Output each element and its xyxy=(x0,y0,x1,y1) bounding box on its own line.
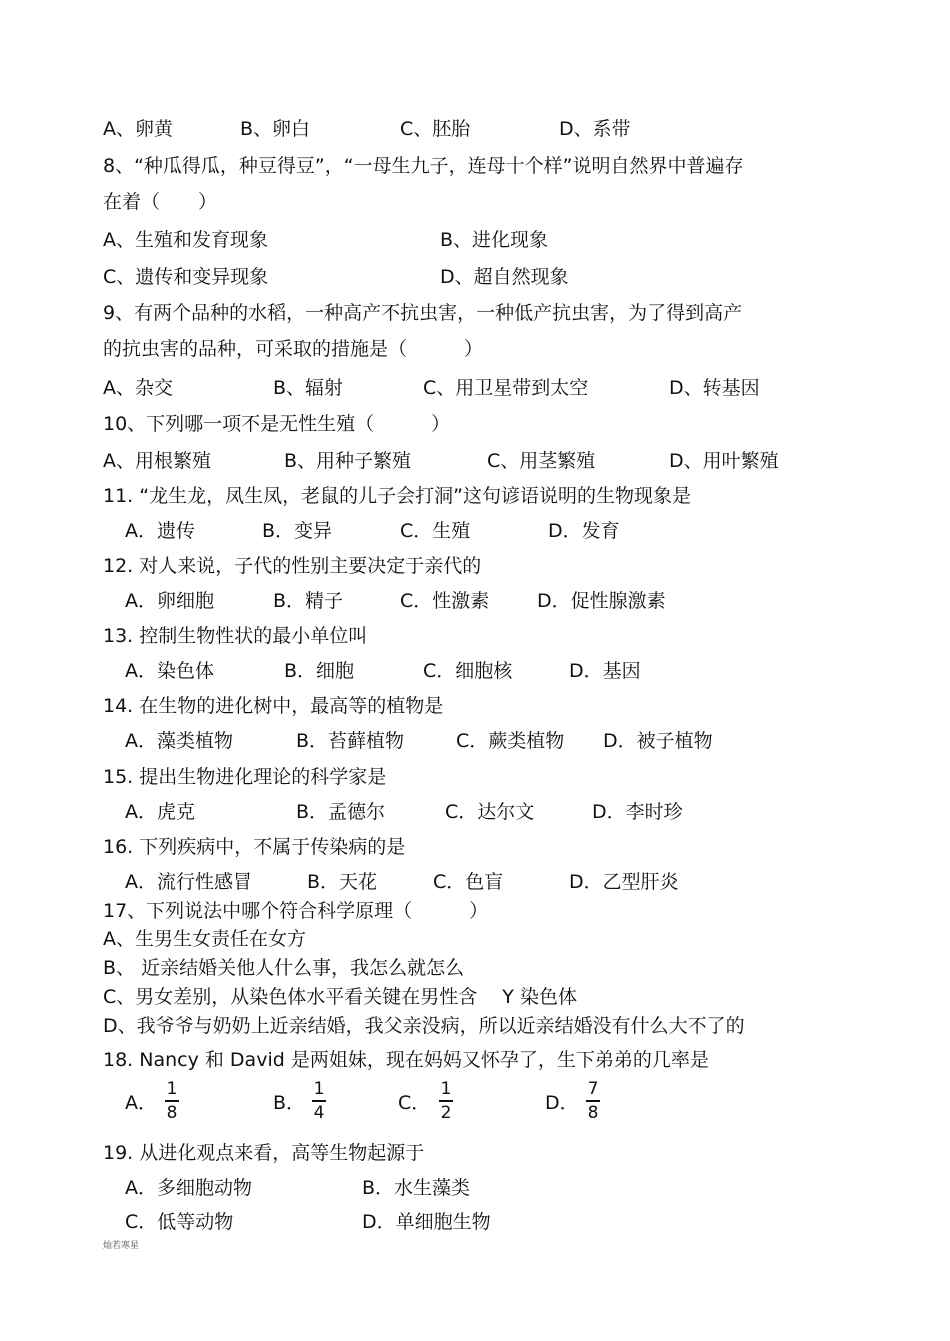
q14-option-a: A．藻类植物 xyxy=(125,730,233,752)
q14-stem: 14. 在生物的进化树中，最高等的植物是 xyxy=(103,695,444,717)
q19-option-a: A．多细胞动物 xyxy=(125,1177,252,1199)
q14-option-b: B．苔藓植物 xyxy=(296,730,405,752)
q7-option-b: B、卵白 xyxy=(240,118,311,140)
q12-option-c: C．性激素 xyxy=(400,590,490,612)
q9-option-d: D、转基因 xyxy=(669,377,760,399)
q18-option-a-fraction xyxy=(163,1079,181,1123)
q19-option-d: D．单细胞生物 xyxy=(362,1211,491,1233)
q18-option-d-label: D． xyxy=(545,1092,579,1114)
q8-stem-line1: 8、“种瓜得瓜，种豆得豆”，“一母生九子，连母十个样”说明自然界中普遍存 xyxy=(103,155,744,177)
q9-option-a: A、杂交 xyxy=(103,377,173,399)
q19-stem: 19. 从进化观点来看，高等生物起源于 xyxy=(103,1142,425,1164)
q11-option-a: A．遗传 xyxy=(125,520,195,542)
q16-stem: 16. 下列疾病中，不属于传染病的是 xyxy=(103,836,406,858)
q15-option-a: A．虎克 xyxy=(125,801,195,823)
q17-option-a: A、生男生女责任在女方 xyxy=(103,928,306,950)
q18-option-d-denominator: 8 xyxy=(587,1102,599,1123)
q12-option-a: A．卵细胞 xyxy=(125,590,214,612)
q13-option-b: B．细胞 xyxy=(284,660,355,682)
q18-option-b-numerator: 1 xyxy=(313,1079,325,1099)
q18-option-c-label: C． xyxy=(398,1092,431,1114)
fraction-bar xyxy=(165,1100,179,1102)
q18-option-a-label: A． xyxy=(125,1092,157,1114)
q13-option-d: D．基因 xyxy=(569,660,641,682)
q11-option-d: D．发育 xyxy=(548,520,620,542)
q8-option-b: B、进化现象 xyxy=(440,229,549,251)
q15-stem: 15. 提出生物进化理论的科学家是 xyxy=(103,766,387,788)
q18-option-c-numerator: 1 xyxy=(440,1079,452,1099)
q11-option-b: B．变异 xyxy=(262,520,333,542)
page-footer: 灿若寒星 xyxy=(103,1241,140,1251)
q12-option-b: B．精子 xyxy=(273,590,344,612)
q16-option-a: A．流行性感冒 xyxy=(125,871,252,893)
q10-option-a: A、用根繁殖 xyxy=(103,450,211,472)
q7-option-a: A、卵黄 xyxy=(103,118,173,140)
q18-option-c-denominator: 2 xyxy=(440,1102,452,1123)
fraction-bar xyxy=(312,1100,326,1102)
q19-option-c: C．低等动物 xyxy=(125,1211,234,1233)
q19-option-b: B．水生藻类 xyxy=(362,1177,471,1199)
q15-option-d: D．李时珍 xyxy=(592,801,683,823)
q8-option-a: A、生殖和发育现象 xyxy=(103,229,268,251)
q11-option-c: C．生殖 xyxy=(400,520,471,542)
q18-option-d-numerator: 7 xyxy=(587,1079,599,1099)
q15-option-c: C．达尔文 xyxy=(445,801,535,823)
q9-stem-line2: 的抗虫害的品种，可采取的措施是（ ） xyxy=(103,338,484,360)
q9-stem-line1: 9、有两个品种的水稻，一种高产不抗虫害，一种低产抗虫害，为了得到高产 xyxy=(103,302,743,324)
q7-option-d: D、系带 xyxy=(559,118,631,140)
q13-stem: 13. 控制生物性状的最小单位叫 xyxy=(103,625,368,647)
q14-option-c: C．蕨类植物 xyxy=(456,730,565,752)
q16-option-b: B．天花 xyxy=(307,871,378,893)
q18-stem: 18. Nancy 和 David 是两姐妹，现在妈妈又怀孕了，生下弟弟的几率是 xyxy=(103,1049,709,1071)
q8-option-c: C、遗传和变异现象 xyxy=(103,266,269,288)
q18-option-b-label: B． xyxy=(273,1092,306,1114)
q18-option-d-fraction xyxy=(584,1079,602,1123)
q17-option-c: C、男女差别，从染色体水平看关键在男性含 Y 染色体 xyxy=(103,986,577,1008)
q17-stem: 17、下列说法中哪个符合科学原理（ ） xyxy=(103,900,489,922)
q9-option-c: C、用卫星带到太空 xyxy=(423,377,589,399)
q13-option-c: C．细胞核 xyxy=(423,660,513,682)
q12-stem: 12. 对人来说，子代的性别主要决定于亲代的 xyxy=(103,555,482,577)
q18-option-c-fraction xyxy=(437,1079,455,1123)
fraction-bar xyxy=(439,1100,453,1102)
q12-option-d: D．促性腺激素 xyxy=(537,590,666,612)
q18-option-a-numerator: 1 xyxy=(166,1079,178,1099)
q16-option-d: D．乙型肝炎 xyxy=(569,871,679,893)
q11-stem: 11. “龙生龙，凤生凤，老鼠的儿子会打洞”这句谚语说明的生物现象是 xyxy=(103,485,691,507)
q10-option-b: B、用种子繁殖 xyxy=(284,450,412,472)
q10-option-d: D、用叶繁殖 xyxy=(669,450,779,472)
q7-option-c: C、胚胎 xyxy=(400,118,471,140)
q14-option-d: D．被子植物 xyxy=(603,730,713,752)
q10-stem: 10、下列哪一项不是无性生殖（ ） xyxy=(103,413,451,435)
q18-option-b-denominator: 4 xyxy=(313,1102,325,1123)
q17-option-b: B、 近亲结婚关他人什么事，我怎么就怎么 xyxy=(103,957,465,979)
q13-option-a: A．染色体 xyxy=(125,660,214,682)
q18-option-a-denominator: 8 xyxy=(166,1102,178,1123)
q17-option-d: D、我爷爷与奶奶上近亲结婚，我父亲没病，所以近亲结婚没有什么大不了的 xyxy=(103,1015,745,1037)
q8-stem-line2: 在着（ ） xyxy=(103,191,218,213)
q15-option-b: B．孟德尔 xyxy=(296,801,386,823)
q10-option-c: C、用茎繁殖 xyxy=(487,450,596,472)
fraction-bar xyxy=(586,1100,600,1102)
q16-option-c: C．色盲 xyxy=(433,871,504,893)
q8-option-d: D、超自然现象 xyxy=(440,266,569,288)
q9-option-b: B、辐射 xyxy=(273,377,344,399)
q18-option-b-fraction xyxy=(310,1079,328,1123)
